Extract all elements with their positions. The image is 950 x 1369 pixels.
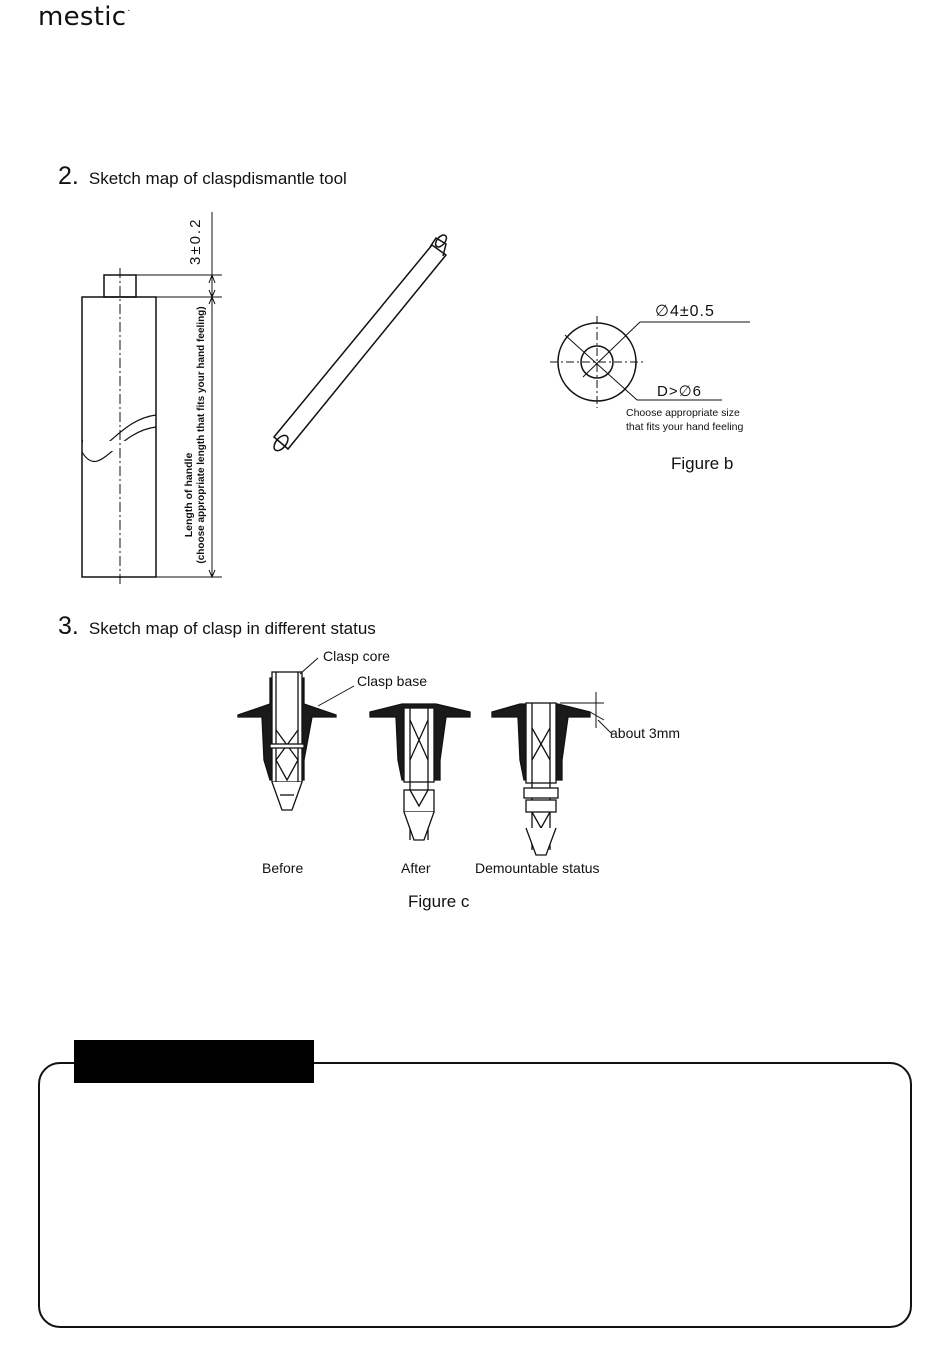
demountable-label: Demountable status <box>475 860 600 876</box>
handle-label-line2: (choose appropriate length that fits your hand feeling) <box>196 306 207 564</box>
dim-outer-label: D>∅6 <box>657 383 703 400</box>
tool-handle-body <box>82 297 156 577</box>
dim-top-label: 3±0.2 <box>187 217 204 265</box>
before-label: Before <box>262 860 304 876</box>
tool-angled-view <box>271 233 448 453</box>
size-note <box>626 406 743 434</box>
tool-end-view <box>550 316 750 408</box>
size-note-line2: that fits your hand feeling <box>626 421 744 433</box>
section-3-number: 3. <box>58 612 79 640</box>
section-3-title <box>58 612 376 641</box>
dim-inner-label: ∅4±0.5 <box>655 303 715 320</box>
figure-c-caption: Figure c <box>408 892 470 911</box>
after-label: After <box>401 860 431 876</box>
about-label: about 3mm <box>610 725 681 741</box>
clasp-after <box>370 704 470 840</box>
note-box-tab <box>74 1040 314 1083</box>
note-box <box>38 1062 912 1328</box>
figure-b-caption: Figure b <box>671 454 734 473</box>
clasp-core-label: Clasp core <box>323 648 390 664</box>
clasp-base-label: Clasp base <box>357 673 428 689</box>
handle-label-line1: Length of handle <box>183 452 195 538</box>
clasp-demountable <box>492 692 612 855</box>
size-note-line1: Choose appropriate size <box>626 407 740 419</box>
clasp-before <box>238 658 354 810</box>
section-2-title-text: Sketch map of claspdismantle tool <box>88 169 347 188</box>
section-2-number: 2. <box>58 162 79 190</box>
section-3-title-text: Sketch map of clasp in different status <box>88 619 376 638</box>
brand-logo: mestic. <box>38 2 131 32</box>
